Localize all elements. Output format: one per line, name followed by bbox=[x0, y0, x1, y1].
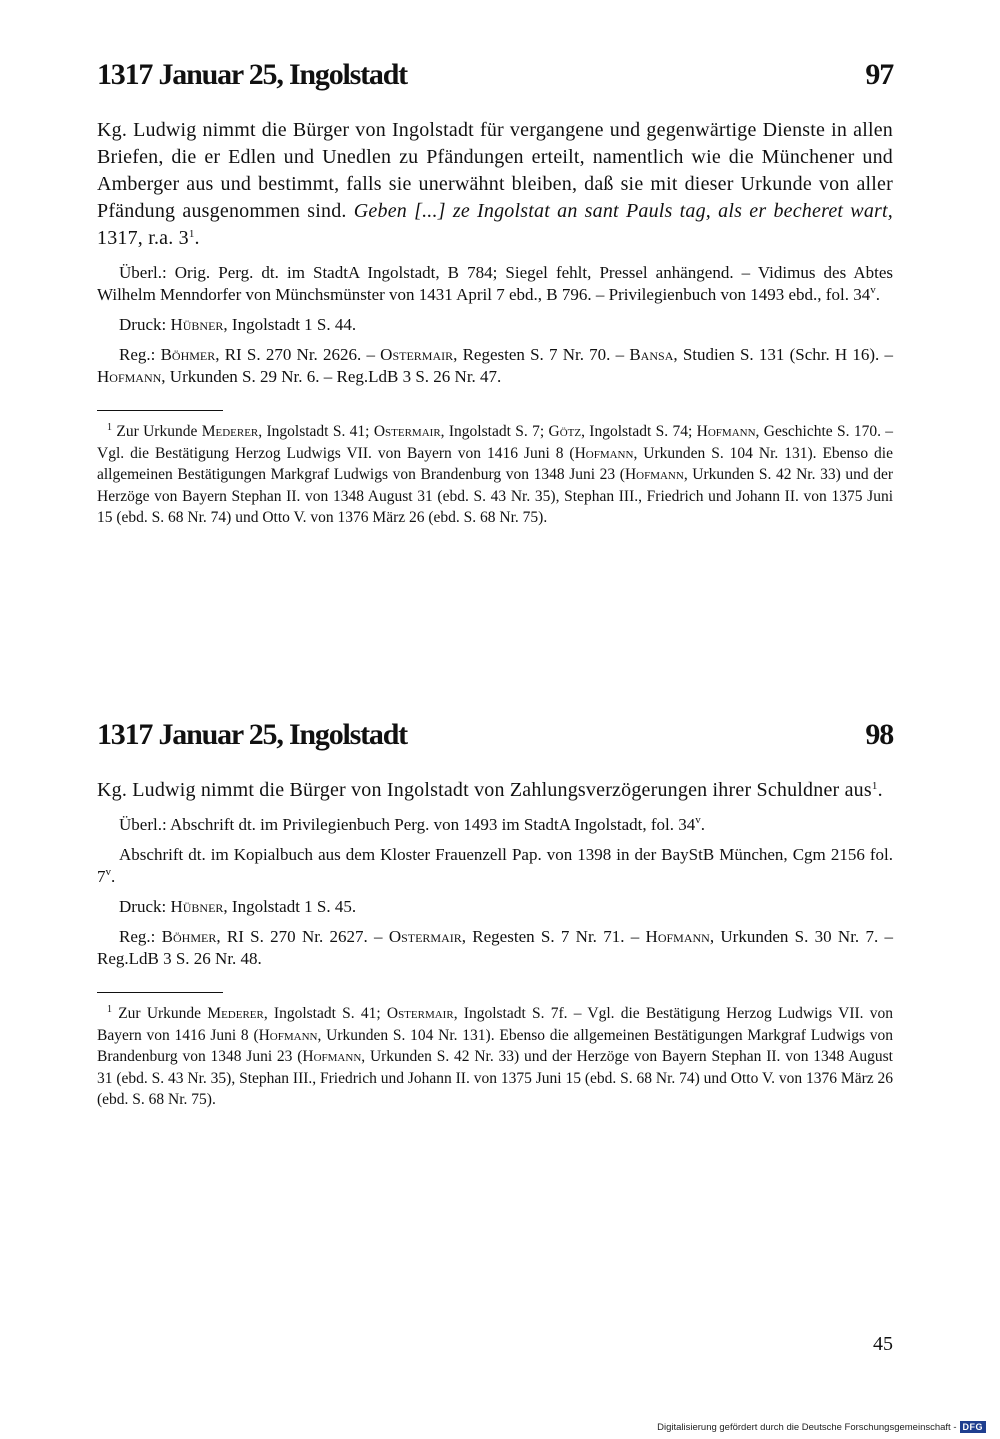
reg-author: Hofmann bbox=[645, 927, 710, 946]
ueberlieferung-end: . bbox=[875, 285, 880, 304]
footnote-text: , Urkunden S. 104 Nr. 131). Ebenso die allgemeinen Bestätigungen Markgraf Ludwigs von Brandenburg von 1348 Juni 23 ( bbox=[97, 444, 893, 483]
verso-mark: v bbox=[105, 866, 111, 878]
footnote bbox=[97, 421, 893, 529]
funding-credit bbox=[657, 1421, 986, 1433]
regest-end: . bbox=[194, 227, 200, 249]
entry-title: 1317 Januar 25, Ingolstadt bbox=[97, 58, 407, 91]
entry-heading bbox=[97, 718, 893, 762]
footnote-author: Hofmann bbox=[302, 1048, 362, 1065]
footnote-text: , Ingolstadt S. 74; bbox=[581, 423, 693, 440]
footnote-author: Hofmann bbox=[258, 1026, 318, 1044]
reg-text: , Urkunden S. 30 Nr. 7. – Reg.LdB 3 S. 26 Nr. 48. bbox=[97, 927, 893, 968]
footnote-author: Mederer bbox=[201, 423, 259, 440]
druck-rest: , Ingolstadt 1 S. 44. bbox=[223, 315, 357, 334]
entry-title: 1317 Januar 25, Ingolstadt bbox=[97, 718, 407, 751]
footnote-text: , Ingolstadt S. 7; bbox=[440, 423, 545, 440]
druck-label: Druck: bbox=[119, 897, 167, 916]
druck-label: Druck: bbox=[119, 315, 167, 334]
footnote-text: Zur Urkunde bbox=[116, 423, 198, 440]
footnote-author: Ostermair bbox=[373, 423, 441, 440]
regest-text: Kg. Ludwig nimmt die Bürger von Ingolstadt von Zahlungsverzögerungen ihrer Schuldner aus bbox=[97, 779, 872, 801]
druck-author: Hübner bbox=[170, 897, 224, 916]
regest-end: . bbox=[877, 779, 883, 801]
footnote-mark: 1 bbox=[188, 228, 195, 240]
footnote-number: 1 bbox=[107, 1004, 112, 1015]
ueberlieferung-abschrift bbox=[97, 844, 893, 888]
reg-text: , Regesten S. 7 Nr. 71. – bbox=[461, 927, 640, 946]
regesten bbox=[97, 344, 893, 388]
reg-author: Böhmer bbox=[161, 927, 217, 946]
footnote-text: , Ingolstadt S. 41; bbox=[263, 1005, 381, 1022]
credit-text: Digitalisierung gefördert durch die Deutsche Forschungsgemeinschaft - bbox=[657, 1421, 957, 1433]
reg-author: Ostermair bbox=[388, 927, 462, 946]
reg-text: , RI S. 270 Nr. 2626. – bbox=[215, 345, 375, 364]
reg-text: , Studien S. 131 (Schr. H 16). – bbox=[673, 345, 894, 364]
footnote-text: , Geschichte S. 170. – Vgl. die Bestätigung Herzog Ludwigs VII. von Bayern von 1416 Juni 8 ( bbox=[97, 423, 894, 462]
footnote-number: 1 bbox=[107, 422, 112, 433]
reg-author: Ostermair bbox=[380, 345, 454, 364]
ueberlieferung-text: Überl.: Abschrift dt. im Privilegienbuch Perg. von 1493 im StadtA Ingolstadt, fol. 34 bbox=[119, 815, 696, 834]
footnote-mark: 1 bbox=[871, 780, 878, 792]
entry-97 bbox=[97, 58, 893, 529]
verso-mark: v bbox=[870, 284, 876, 296]
regest-text: Kg. Ludwig nimmt die Bürger von Ingolstadt für vergangene und gegenwärtige Dienste in allen Briefen, die er Edlen und Unedlen zu Pfändungen erteilt, namentlich wie die Münchener und Amberger aus und bestimmt, falls sie unerwähnt bleiben, daß sie mit dieser Urkunde von aller Pfändung ausgenommen sind. bbox=[97, 119, 893, 222]
dfg-logo-icon: DFG bbox=[960, 1421, 987, 1433]
reg-label: Reg.: bbox=[119, 927, 156, 946]
entry-heading bbox=[97, 58, 893, 102]
regesten bbox=[97, 926, 893, 970]
footnote-text: , Urkunden S. 104 Nr. 131). Ebenso die allgemeinen Bestätigungen Markgraf Ludwigs von Brandenburg von 1348 Juni 23 ( bbox=[97, 1026, 893, 1065]
ueberlieferung bbox=[97, 814, 893, 836]
reg-text: , Urkunden S. 29 Nr. 6. – Reg.LdB 3 S. 26 Nr. 47. bbox=[161, 367, 502, 386]
reg-label: Reg.: bbox=[119, 345, 156, 364]
ueberlieferung-end: . bbox=[700, 815, 705, 834]
footnote-text: , Urkunden S. 42 Nr. 33) und der Herzöge von Bayern Stephan II. von 1348 August 31 (ebd. S. 43 Nr. 35), Stephan III., Friedrich und Johann II. von 1375 Juni 15 (ebd. S. 68 Nr. 74) und Otto V. von 1376 März 26 (ebd. S. 68 Nr. 75). bbox=[97, 466, 894, 526]
reg-author: Hofmann bbox=[97, 367, 162, 386]
reg-text: , RI S. 270 Nr. 2627. – bbox=[216, 927, 383, 946]
regest bbox=[97, 777, 893, 804]
footnote-text: , Urkunden S. 42 Nr. 33) und der Herzöge von Bayern Stephan II. von 1348 August 31 (ebd. S. 43 Nr. 35), Stephan III., Friedrich und Johann II. von 1375 Juni 15 (ebd. S. 68 Nr. 74) und Otto V. von 1376 März 26 (ebd. S. 68 Nr. 75). bbox=[97, 1048, 893, 1108]
footnote-rule bbox=[97, 410, 223, 411]
reg-text: , Regesten S. 7 Nr. 70. – bbox=[453, 345, 625, 364]
verso-mark: v bbox=[695, 814, 701, 826]
footnote-author: Ostermair bbox=[386, 1005, 454, 1022]
reg-author: Böhmer bbox=[160, 345, 216, 364]
footnote-rule bbox=[97, 992, 223, 993]
druck bbox=[97, 314, 893, 336]
footnote-author: Mederer bbox=[207, 1005, 264, 1022]
footnote-text: , Ingolstadt S. 7f. – Vgl. die Bestätigung Herzog Ludwigs VII. von Bayern von 1416 Juni 8 ( bbox=[97, 1005, 894, 1044]
druck bbox=[97, 896, 893, 918]
ueberlieferung-end: . bbox=[111, 867, 116, 886]
footnote-text: Zur Urkunde bbox=[118, 1005, 202, 1022]
regest bbox=[97, 117, 893, 252]
footnote bbox=[97, 1003, 893, 1111]
ueberlieferung bbox=[97, 262, 893, 306]
footnote-author: Hofmann bbox=[574, 444, 634, 462]
footnote-author: Götz bbox=[548, 423, 582, 440]
entry-number: 98 bbox=[865, 718, 893, 751]
footnote-author: Hofmann bbox=[696, 423, 756, 440]
entry-98 bbox=[97, 718, 893, 1111]
regest-quote: Geben [...] ze Ingolstat an sant Pauls tag, als er becheret wart, bbox=[353, 200, 893, 222]
page-number: 45 bbox=[873, 1333, 893, 1355]
ueberlieferung-text: Überl.: Orig. Perg. dt. im StadtA Ingolstadt, B 784; Siegel fehlt, Pressel anhängend. – Vidimus des Abtes Wilhelm Menndorfer von Münchsmünster von 1431 April 7 ebd., B 796. – Privilegienbuch von 1493 ebd., fol. 34 bbox=[97, 263, 893, 304]
regest-date: 1317, r.a. 3 bbox=[97, 227, 189, 249]
druck-author: Hübner bbox=[170, 315, 224, 334]
footnote-text: , Ingolstadt S. 41; bbox=[258, 423, 370, 440]
footnote-author: Hofmann bbox=[624, 466, 684, 483]
ueberlieferung-text: Abschrift dt. im Kopialbuch aus dem Kloster Frauenzell Pap. von 1398 in der BayStB München, Cgm 2156 fol. 7 bbox=[97, 845, 893, 886]
reg-author: Bansa bbox=[629, 345, 674, 364]
druck-rest: , Ingolstadt 1 S. 45. bbox=[223, 897, 357, 916]
entry-number: 97 bbox=[865, 58, 893, 91]
